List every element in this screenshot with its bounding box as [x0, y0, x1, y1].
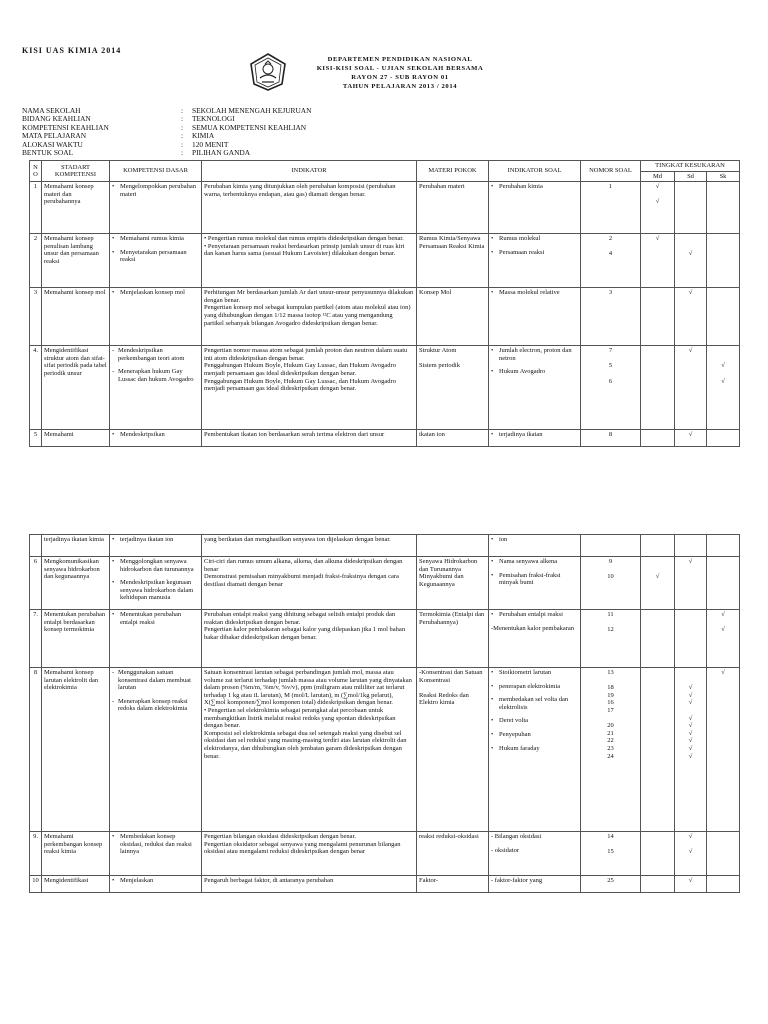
indikator-soal-cell [489, 234, 581, 288]
kesukaran-md-cell [641, 609, 675, 667]
kesukaran-sd-cell [675, 831, 707, 875]
kesukaran-sk-cell [707, 557, 740, 610]
row-number [30, 557, 42, 610]
kesukaran-sk-cell [707, 430, 740, 447]
row-number-text: 4. [33, 347, 38, 355]
kompetensi-dasar-item: • Menjelaskan konsep mol [112, 289, 199, 297]
meta-value: SEKOLAH MENENGAH KEJURUAN [192, 106, 312, 115]
meta-row: MATA PELAJARAN : KIMIA [22, 131, 215, 141]
row-number-text: 9. [33, 832, 38, 840]
indikator-cell-text: Perubahan entalpi reaksi yang dihitung sebagai selisih entalpi produk dan reaktan dideskripsikan dengan benar. Pengertian kalor pembakaran sebagai kalor yang dilepaskan jika 1 mol bahan bakar dibakar dideskripsikan dengan benar. [204, 610, 406, 641]
kompetensi-dasar-item: - Menerapkan konsep reaksi redoks dalam elektrokimia [112, 698, 199, 713]
kompetensi-dasar-item: • Menentukan perubahan entalpi reaksi [112, 611, 199, 626]
header-sk: Sk [707, 171, 740, 182]
indikator-cell [202, 535, 417, 557]
indikator-cell-text: Ciri-ciri dan rumus umum alkana, alkena, dan alkuna dideskripsikan dengan benar Demonstrasi pemisahan minyakbumi menjadi fraksi-fraksinya dengan cara destilasi diamati dengan benar [204, 558, 403, 588]
meta-value: PILIHAN GANDA [192, 148, 251, 158]
table-row [30, 831, 740, 875]
indikator-cell-text: Satuan konsentrasi larutan sebagai perbandingan jumlah mol, massa atau volume zat terlarut terhadap jumlah massa atau volume larutan yang dinyatakan dalam prosen (%m/m, %m/v, %v/v), ppm (miligram atau mililiter zat terlarut terhadap 1 kg atau iL larutan), M (mol/L larutan), m (∑mol/1kg pelarut), X(∑mol komponen/∑mol komponen total) dideskripsikan dengan benar. • Pengertian sel elektrokimia sebagai perangkat alat percobaan untuk membangkitkan listrik melalui reaksi redoks yang spontan dideskripsikan dengan benar. Komposisi sel elektrokimia sebagai dua sel setengah reaksi yang disebut sel oksidasi dan sel reduksi yang masing-masing terdiri atas larutan elektrolit dan elektrodanya, dan dihubungkan oleh jembatan garam dideskripsikan dengan benar. [204, 668, 412, 760]
kompetensi-dasar-item: • Menyetarakan persamaan reaksi [112, 249, 199, 264]
doc-title: KISI-KISI SOAL - UJIAN SEKOLAH BERSAMA [316, 65, 484, 72]
standar-kompetensi-cell-text: Memahami konsep penulisan lambang unsur dan persamaan reaksi [44, 235, 99, 265]
materi-pokok-cell [417, 667, 489, 831]
meta-row: KOMPETENSI KEAHLIAN : SEMUA KOMPETENSI KEAHLIAN [22, 122, 307, 132]
nomor-soal-cell [581, 234, 641, 288]
kesukaran-sd-cell [675, 535, 707, 557]
indikator-cell-text: yang berikatan dan menghasilkan senyawa ion dijelaskan dengan benar. [204, 536, 391, 543]
kesukaran-sd-cell-text: √ [688, 250, 693, 258]
materi-pokok-cell [417, 234, 489, 288]
indikator-soal-item: • Perubahan kimia [491, 183, 578, 191]
indikator-soal-item: • Hukum Avogadro [491, 368, 578, 376]
kesukaran-sk-cell [707, 182, 740, 234]
standar-kompetensi-cell-text: Menentukan perubahan entalpi berdasarkan konsep termokimia [44, 610, 106, 634]
standar-kompetensi-cell [42, 609, 110, 667]
indikator-soal-item: • penerapan elektrokimia [491, 683, 578, 691]
year-title: TAHUN PELAJARAN 2013 / 2014 [342, 83, 458, 90]
indikator-soal-item: -Menentukan kalor pembakaran [491, 624, 575, 632]
row-number-text: 2 [33, 235, 38, 243]
kesukaran-sd-cell [675, 875, 707, 892]
header-indikator: INDIKATOR [202, 161, 417, 182]
kesukaran-md-cell [641, 535, 675, 557]
indikator-cell-text: Pengertian bilangan oksidasi dideskripsikan dengan benar. Pengertian oksidator sebagai senyawa yang mengalami penurunan bilangan oksidasi atau mengalami reduksi dideskripsikan dengan benar [204, 832, 401, 856]
standar-kompetensi-cell [42, 182, 110, 234]
kisi-table-1 [29, 160, 740, 447]
indikator-cell [202, 875, 417, 892]
nomor-soal-cell [581, 831, 641, 875]
indikator-cell-text: Pembentukan ikatan ion berdasarkan serah terima elektron dari unsur [204, 431, 385, 439]
row-number [30, 346, 42, 430]
row-number [30, 831, 42, 875]
indikator-cell [202, 288, 417, 346]
materi-pokok-cell [417, 182, 489, 234]
standar-kompetensi-cell-text: Memahami konsep materi dan perubahannya [44, 183, 94, 206]
row-number [30, 535, 42, 557]
kesukaran-sk-cell-text: √ √ [721, 610, 725, 634]
header-nomor-soal: NOMOR SOAL [581, 161, 641, 182]
standar-kompetensi-cell-text: Mengkomunikasikan senyawa hidrokarbon dan kegunaannya [44, 558, 100, 581]
indikator-cell-text: Perhitungan Mr berdasarkan jumlah Ar dari unsur-unsur penyusunnya dilakukan dengan benar. Pengertian konsep mol sebagai kumpulan partikel (atom atau molekul atau ion) yang dihubungkan dengan 1/12 massa isotop ¹²C atau yang mengandung partikel sebanyak bilangan Avogadro dideskripsikan dengan benar. [204, 289, 414, 327]
kesukaran-sk-cell [707, 831, 740, 875]
indikator-soal-cell [489, 875, 581, 892]
nomor-soal-cell [581, 609, 641, 667]
kesukaran-sk-cell [707, 609, 740, 667]
kompetensi-dasar-item: • Menggolongkan senyawa hidrokarbon dan turunannya [112, 558, 199, 573]
indikator-cell [202, 609, 417, 667]
indikator-soal-item: - Bilangan oksidasi [491, 832, 542, 840]
indikator-cell-text: Pengaruh berbagai faktor, di antaranya perubahan [204, 876, 334, 884]
materi-pokok-cell-text: ikatan ion [419, 431, 445, 439]
header-md: Md [641, 171, 675, 182]
kompetensi-dasar-cell [110, 831, 202, 875]
nomor-soal-cell-text: 2 4 [608, 235, 613, 258]
kesukaran-sd-cell-text: √ [688, 289, 693, 297]
indikator-cell-text: Perubahan kimia yang ditunjukkan oleh perubahan komposisi (perubahan warna, terbentuknya endapan, atau gas) diamati dengan benar. [204, 183, 396, 198]
kesukaran-md-cell [641, 288, 675, 346]
materi-pokok-cell-text: Rumus Kimia/Senyawa Persamaan Reaksi Kimia [419, 235, 485, 250]
materi-pokok-cell [417, 557, 489, 610]
kompetensi-dasar-cell [110, 182, 202, 234]
nomor-soal-cell [581, 875, 641, 892]
table-row [30, 288, 740, 346]
indikator-soal-cell [489, 667, 581, 831]
standar-kompetensi-cell [42, 831, 110, 875]
kesukaran-md-cell [641, 831, 675, 875]
meta-key: BENTUK SOAL [22, 148, 74, 158]
indikator-soal-cell [489, 609, 581, 667]
kesukaran-sd-cell [675, 430, 707, 447]
materi-pokok-cell [417, 609, 489, 667]
table-row [30, 346, 740, 430]
row-number-text: 6 [33, 558, 38, 565]
indikator-soal-item: • Persamaan reaksi [491, 249, 578, 257]
kesukaran-sd-cell-text: √ [688, 558, 693, 565]
standar-kompetensi-cell [42, 535, 110, 557]
indikator-cell-text: Pengertian nomor massa atom sebagai jumlah proton dan neutron dalam suatu inti atom dideskripsikan dengan benar. Penggabungan Hukum Boyle, Hukum Gay Lussac, dan Hukum Avogadro menjadi persamaan gas ideal dideskripsikan dengan benar. Penggabungan Hukum Boyle, Hukum Gay Lussac, dan Hukum Avogadro menjadi persamaan gas ideal dideskripsikan dengan benar. [204, 347, 408, 393]
indikator-cell-text: • Pengertian rumus molekul dan rumus empiris dideskripsikan dengan benar. • Penyetaraan persamaan reaksi berdasarkan prinsip jumlah unsur di ruas kiri dan kanan harus sama (sesuai Hukum Lavoisier) dilakukan dengan benar. [204, 235, 405, 258]
standar-kompetensi-cell [42, 430, 110, 447]
indikator-soal-item: • Jumlah electron, proton dan netron [491, 347, 578, 362]
kesukaran-md-cell [641, 667, 675, 831]
standar-kompetensi-cell-text: Mengidentifikasi struktur atom dan sifat-sifat periodik pada tabel periodik unsur [44, 347, 107, 377]
indikator-soal-item: • membedakan sel volta dan elektrolisis [491, 696, 578, 711]
kesukaran-sd-cell [675, 288, 707, 346]
table-row [30, 430, 740, 447]
indikator-soal-item: • Penyepuhan [491, 731, 578, 739]
meta-row: ALOKASI WAKTU : 120 MENIT [22, 139, 229, 149]
row-number-text: 1 [33, 183, 38, 191]
meta-value: 120 MENIT [192, 139, 229, 149]
kisi-table-2 [29, 534, 740, 893]
document-heading [300, 55, 500, 91]
standar-kompetensi-cell-text: Memahami konsep larutan elektrolit dan elektrokimia [44, 668, 99, 692]
indikator-soal-item: • Stoikiometri larutan [491, 669, 578, 677]
nomor-soal-cell-text: 1 [608, 183, 613, 191]
table-header-row [30, 161, 740, 172]
indikator-soal-item: • Nama senyawa alkena [491, 558, 578, 566]
kesukaran-sd-cell-text: √ [688, 347, 693, 355]
kompetensi-dasar-cell [110, 234, 202, 288]
standar-kompetensi-cell-text: Memahami konsep mol [44, 289, 106, 297]
meta-key: NAMA SEKOLAH [22, 106, 81, 115]
table-row [30, 535, 740, 557]
nomor-soal-cell-text: 9 10 [607, 558, 614, 581]
header-materi-pokok: MATERI POKOK [417, 161, 489, 182]
kesukaran-sk-cell [707, 288, 740, 346]
kesukaran-sd-cell [675, 609, 707, 667]
kesukaran-md-cell [641, 430, 675, 447]
nomor-soal-cell-text: 7 5 6 [608, 347, 613, 385]
header-no: N O [30, 161, 42, 182]
row-number-text: 10 [32, 876, 39, 884]
kompetensi-dasar-item: • Membedakan konsep oksidasi, reduksi dan reaksi lainnya [112, 833, 199, 856]
indikator-soal-item: • Massa molekul relative [491, 289, 578, 297]
indikator-cell [202, 831, 417, 875]
header-kompetensi-dasar: KOMPETENSI DASAR [110, 161, 202, 182]
standar-kompetensi-cell [42, 557, 110, 610]
meta-key: BIDANG KEAHLIAN [22, 114, 91, 124]
materi-pokok-cell-text: Perubahan materi [419, 183, 465, 191]
table-row [30, 667, 740, 831]
table-row [30, 182, 740, 234]
kompetensi-dasar-cell [110, 667, 202, 831]
indikator-soal-item: - faktor-faktor yang [491, 876, 543, 884]
row-number [30, 430, 42, 447]
indikator-cell [202, 557, 417, 610]
document-label: KISI UAS KIMIA 2014 [22, 46, 122, 55]
table-row [30, 609, 740, 667]
indikator-soal-item: • Perubahan entalpi reaksi [491, 611, 578, 619]
table-row [30, 234, 740, 288]
indikator-cell [202, 430, 417, 447]
kesukaran-sd-cell-text: √ √ [688, 832, 693, 856]
kompetensi-dasar-item: • terjadinya ikatan ion [112, 536, 199, 544]
header-sd: Sd [675, 171, 707, 182]
nomor-soal-cell-text: 11 12 [607, 610, 614, 634]
standar-kompetensi-cell [42, 346, 110, 430]
materi-pokok-cell [417, 430, 489, 447]
kesukaran-sk-cell [707, 234, 740, 288]
indikator-soal-cell [489, 346, 581, 430]
kesukaran-sk-cell [707, 875, 740, 892]
header-tingkat-kesukaran: TINGKAT KESUKARAN [641, 161, 740, 172]
materi-pokok-cell [417, 875, 489, 892]
kompetensi-dasar-cell [110, 430, 202, 447]
kompetensi-dasar-item: - Mendeskripsikan perkembangan teori atom [112, 347, 199, 362]
row-number [30, 234, 42, 288]
dept-title: DEPARTEMEN PENDIDIKAN NASIONAL [327, 56, 473, 63]
kompetensi-dasar-cell [110, 346, 202, 430]
indikator-soal-item: - oksidator [491, 846, 519, 854]
tut-wuri-handayani-logo [248, 52, 288, 92]
kompetensi-dasar-item: • Mendeskripsikan [112, 431, 199, 439]
meta-info [22, 107, 311, 157]
row-number-text: 5 [33, 431, 38, 439]
indikator-soal-cell [489, 430, 581, 447]
kesukaran-md-cell [641, 182, 675, 234]
indikator-soal-item: • Rumus molekul [491, 235, 578, 243]
row-number [30, 182, 42, 234]
kesukaran-md-cell-text: √ [655, 573, 660, 581]
standar-kompetensi-cell [42, 288, 110, 346]
materi-pokok-cell-text: reaksi reduksi-oksidasi [419, 832, 479, 840]
kompetensi-dasar-item: • Menjelaskan [112, 877, 199, 885]
kesukaran-sd-cell [675, 182, 707, 234]
kesukaran-sk-cell [707, 346, 740, 430]
nomor-soal-cell-text: 13 18 19 16 17 20 21 22 23 24 [607, 668, 614, 760]
meta-row: BIDANG KEAHLIAN : TEKNOLOGI [22, 114, 235, 124]
standar-kompetensi-cell-text: Memahami [44, 431, 74, 439]
indikator-soal-cell [489, 535, 581, 557]
indikator-soal-cell [489, 831, 581, 875]
nomor-soal-cell-text: 25 [607, 876, 614, 884]
nomor-soal-cell-text: 8 [608, 431, 613, 439]
kompetensi-dasar-cell [110, 609, 202, 667]
kesukaran-md-cell-text: √ √ [655, 183, 660, 206]
indikator-soal-item: • Pemisahan fraksi-fraksi minyak bumi [491, 572, 578, 587]
row-number [30, 609, 42, 667]
indikator-cell [202, 182, 417, 234]
standar-kompetensi-cell [42, 234, 110, 288]
indikator-soal-cell [489, 288, 581, 346]
kesukaran-sk-cell [707, 667, 740, 831]
indikator-soal-cell [489, 182, 581, 234]
kesukaran-md-cell [641, 234, 675, 288]
materi-pokok-cell [417, 535, 489, 557]
meta-value: SEMUA KOMPETENSI KEAHLIAN [192, 122, 307, 132]
materi-pokok-cell-text: Senyawa Hidrokarbon dan Turunannya Minyakbumi dan Kegunaannya [419, 558, 478, 588]
kompetensi-dasar-cell [110, 557, 202, 610]
meta-row: NAMA SEKOLAH : SEKOLAH MENENGAH KEJURUAN [22, 106, 312, 115]
kompetensi-dasar-cell [110, 875, 202, 892]
kompetensi-dasar-cell [110, 535, 202, 557]
kompetensi-dasar-cell [110, 288, 202, 346]
meta-value: KIMIA [192, 131, 215, 141]
standar-kompetensi-cell [42, 875, 110, 892]
kesukaran-sd-cell [675, 234, 707, 288]
header-indikator-soal: INDIKATOR SOAL [489, 161, 581, 182]
row-number [30, 875, 42, 892]
row-number-text: 7. [33, 610, 38, 618]
indikator-cell [202, 667, 417, 831]
nomor-soal-cell [581, 430, 641, 447]
meta-key: ALOKASI WAKTU [22, 139, 83, 149]
nomor-soal-cell [581, 288, 641, 346]
kesukaran-sk-cell [707, 535, 740, 557]
header-standar-kompetensi: STADART KOMPETENSI [42, 161, 110, 182]
kesukaran-md-cell [641, 557, 675, 610]
meta-key: KOMPETENSI KEAHLIAN [22, 122, 109, 132]
indikator-soal-cell [489, 557, 581, 610]
nomor-soal-cell [581, 557, 641, 610]
materi-pokok-cell-text: -Konsentrasi dan Satuan Konsentrasi Reaksi Redoks dan Elektro kimia [419, 668, 483, 707]
kesukaran-sd-cell-text: √ [688, 431, 693, 439]
kompetensi-dasar-item: • Memahami rumus kimia [112, 235, 199, 243]
kompetensi-dasar-item: - Menggunakan satuan konsentrasi dalam membuat larutan [112, 669, 199, 692]
meta-row: BENTUK SOAL : PILIHAN GANDA [22, 148, 251, 158]
kesukaran-md-cell [641, 875, 675, 892]
indikator-soal-item: • Deret volta [491, 717, 578, 725]
nomor-soal-cell [581, 346, 641, 430]
table-row [30, 557, 740, 610]
materi-pokok-cell-text: Faktor- [419, 876, 439, 884]
row-number-text: 3 [33, 289, 38, 297]
materi-pokok-cell-text: Konsep Mol [419, 289, 452, 297]
kesukaran-md-cell [641, 346, 675, 430]
meta-key: MATA PELAJARAN [22, 131, 87, 141]
meta-value: TEKNOLOGI [192, 114, 235, 124]
materi-pokok-cell [417, 288, 489, 346]
indikator-cell [202, 346, 417, 430]
standar-kompetensi-cell-text: terjadinya ikatan kimia [44, 536, 104, 543]
nomor-soal-cell [581, 535, 641, 557]
nomor-soal-cell [581, 667, 641, 831]
row-number [30, 667, 42, 831]
materi-pokok-cell [417, 346, 489, 430]
kompetensi-dasar-item: • Mendeskripsikan kegunaan senyawa hidrokarbon dalam kehidupan manusia [112, 579, 199, 602]
materi-pokok-cell-text: Struktur Atom Sistem periodik [419, 347, 460, 370]
table-row [30, 875, 740, 892]
materi-pokok-cell-text: Termokimia (Entalpi dan Perubahannya) [419, 610, 485, 626]
standar-kompetensi-cell [42, 667, 110, 831]
kesukaran-sd-cell-text: √ [688, 876, 693, 884]
nomor-soal-cell-text: 3 [608, 289, 613, 297]
standar-kompetensi-cell-text: Mengidentifikasi [44, 876, 89, 884]
standar-kompetensi-cell-text: Memahami perkembangan konsep reaksi kimia [44, 832, 103, 856]
kesukaran-sk-cell-text: √ √ [721, 362, 725, 385]
indikator-soal-item: • ion [491, 536, 578, 544]
indikator-soal-item: • Hukum faraday [491, 745, 578, 753]
kesukaran-sk-cell-text: √ [721, 668, 725, 676]
kesukaran-sd-cell [675, 557, 707, 610]
kompetensi-dasar-item: - Menerapkan hukum Gay Lussac dan hukum Avogadro [112, 368, 199, 383]
indikator-cell [202, 234, 417, 288]
materi-pokok-cell [417, 831, 489, 875]
kesukaran-sd-cell [675, 346, 707, 430]
indikator-soal-item: • terjadinya ikatan [491, 431, 578, 439]
kompetensi-dasar-item: • Mengelompokkan perubahan materi [112, 183, 199, 198]
kesukaran-sd-cell-text: √ √ √ √ √ √ √ √ √ [688, 684, 693, 760]
nomor-soal-cell [581, 182, 641, 234]
rayon-title: RAYON 27 - SUB RAYON 01 [351, 74, 449, 81]
nomor-soal-cell-text: 14 15 [607, 832, 614, 856]
row-number [30, 288, 42, 346]
kesukaran-sd-cell [675, 667, 707, 831]
row-number-text: 8 [33, 668, 38, 676]
kesukaran-md-cell-text: √ [655, 235, 660, 243]
